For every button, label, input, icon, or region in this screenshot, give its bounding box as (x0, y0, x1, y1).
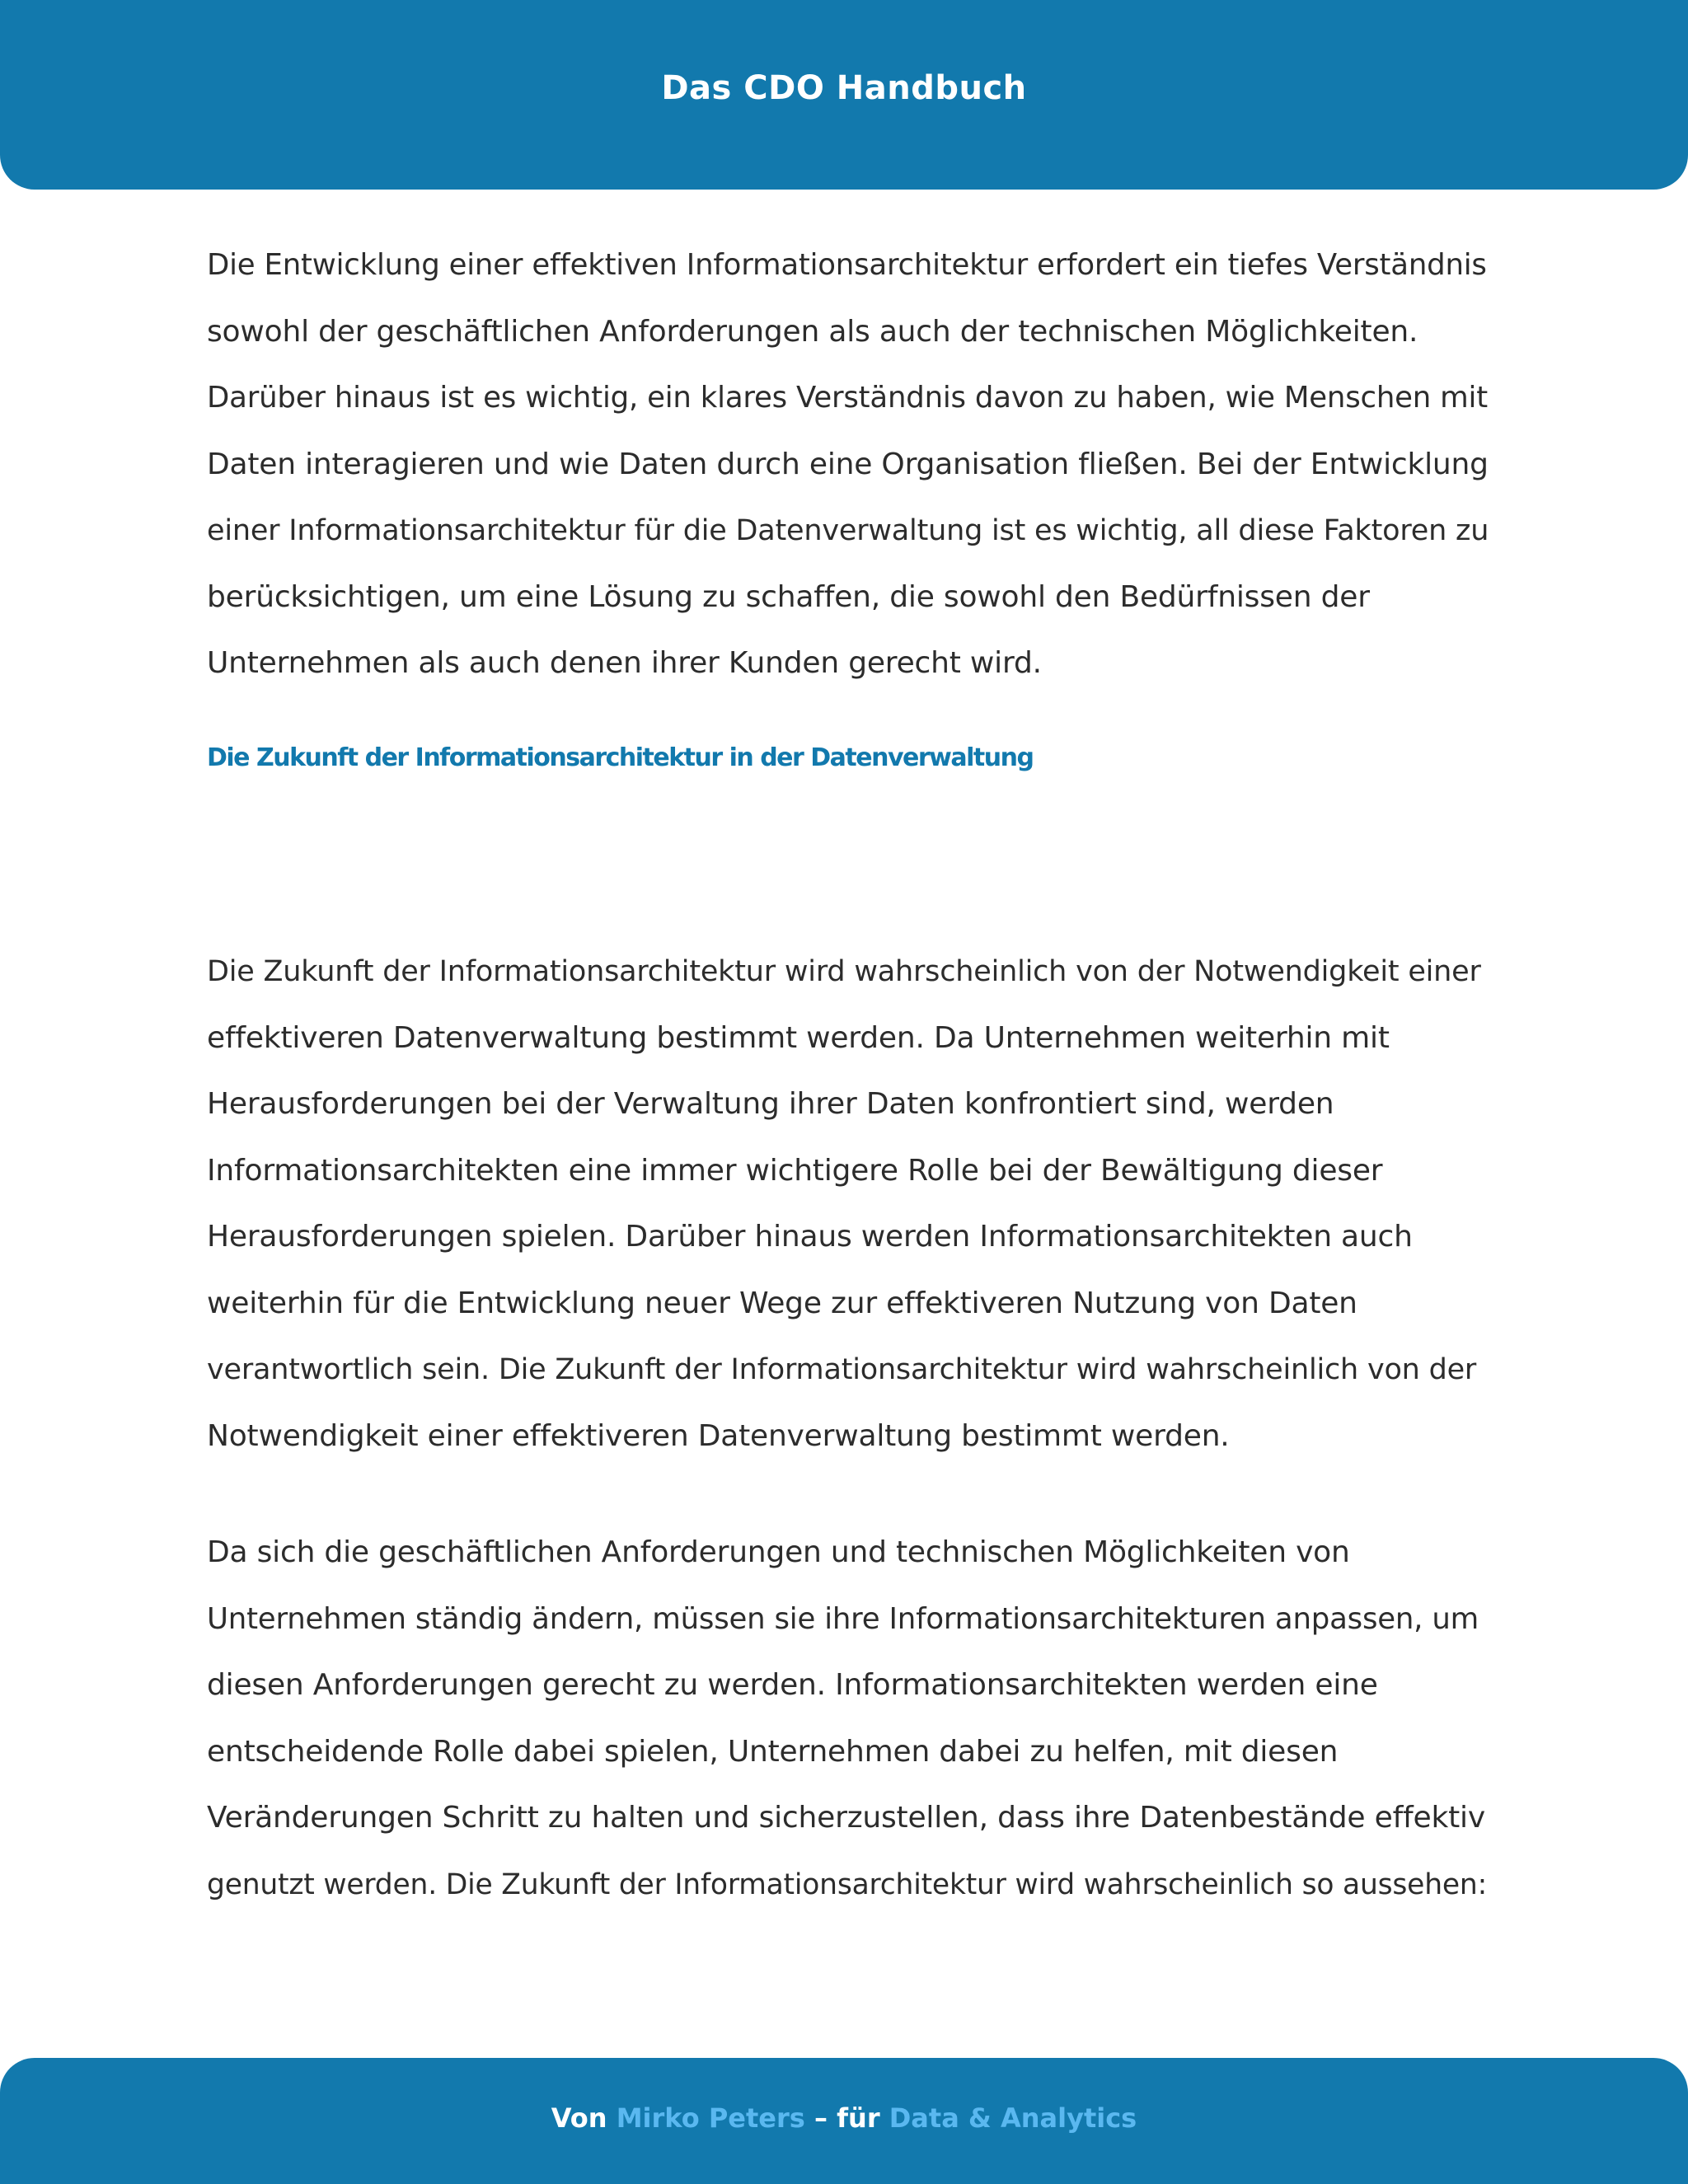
header-title: Das CDO Handbuch (661, 69, 1027, 107)
section-heading: Die Zukunft der Informationsarchitektur in der Datenverwaltung (207, 743, 1034, 772)
paragraph-line: Unternehmen als auch denen ihrer Kunden gerecht wird. (207, 646, 1042, 680)
paragraph-future (207, 939, 1493, 1469)
paragraph-intro (207, 232, 1493, 697)
paragraph-line: entscheidende Rolle dabei spielen, Unternehmen dabei zu helfen, mit diesen (207, 1734, 1339, 1769)
paragraph-line: Herausforderungen bei der Verwaltung ihrer Daten konfrontiert sind, werden (207, 1087, 1334, 1121)
footer-author: Mirko Peters (616, 2102, 805, 2134)
paragraph-change (207, 1520, 1493, 1918)
paragraph-line: genutzt werden. Die Zukunft der Informationsarchitektur wird wahrscheinlich so aussehen: (207, 1868, 1487, 1901)
paragraph-line: diesen Anforderungen gerecht zu werden. Informationsarchitekten werden eine (207, 1668, 1378, 1702)
paragraph-line: Notwendigkeit einer effektiveren Datenverwaltung bestimmt werden. (207, 1418, 1230, 1453)
paragraph-line: effektiveren Datenverwaltung bestimmt werden. Da Unternehmen weiterhin mit (207, 1020, 1390, 1055)
paragraph-line: verantwortlich sein. Die Zukunft der Informationsarchitektur wird wahrscheinlich von der (207, 1353, 1477, 1386)
footer-organization: Data & Analytics (889, 2102, 1137, 2134)
paragraph-line: weiterhin für die Entwicklung neuer Wege zur effektiveren Nutzung von Daten (207, 1286, 1357, 1320)
footer-prefix: Von (551, 2102, 617, 2134)
paragraph-line: Die Zukunft der Informationsarchitektur wird wahrscheinlich von der Notwendigkeit einer (207, 955, 1481, 988)
paragraph-line: sowohl der geschäftlichen Anforderungen als auch der technischen Möglichkeiten. (207, 314, 1418, 349)
paragraph-line: Daten interagieren und wie Daten durch eine Organisation fließen. Bei der Entwicklung (207, 447, 1489, 481)
paragraph-line: Die Entwicklung einer effektiven Informationsarchitektur erfordert ein tiefes Verständnis (207, 248, 1487, 282)
paragraph-line: Da sich die geschäftlichen Anforderungen und technischen Möglichkeiten von (207, 1535, 1350, 1569)
paragraph-line: einer Informationsarchitektur für die Datenverwaltung ist es wichtig, all diese Faktoren zu (207, 514, 1489, 547)
paragraph-line: Darüber hinaus ist es wichtig, ein klares Verständnis davon zu haben, wie Menschen mit (207, 381, 1488, 415)
paragraph-line: Unternehmen ständig ändern, müssen sie ihre Informationsarchitekturen anpassen, um (207, 1601, 1479, 1636)
paragraph-line: berücksichtigen, um eine Lösung zu schaffen, die sowohl den Bedürfnissen der (207, 579, 1370, 614)
paragraph-line: Informationsarchitekten eine immer wichtigere Rolle bei der Bewältigung dieser (207, 1153, 1383, 1188)
footer-separator: – für (804, 2102, 889, 2134)
paragraph-line: Veränderungen Schritt zu halten und sicherzustellen, dass ihre Datenbestände effektiv (207, 1801, 1485, 1835)
paragraph-line: Herausforderungen spielen. Darüber hinaus werden Informationsarchitekten auch (207, 1220, 1413, 1254)
footer-credit (0, 2102, 1688, 2134)
